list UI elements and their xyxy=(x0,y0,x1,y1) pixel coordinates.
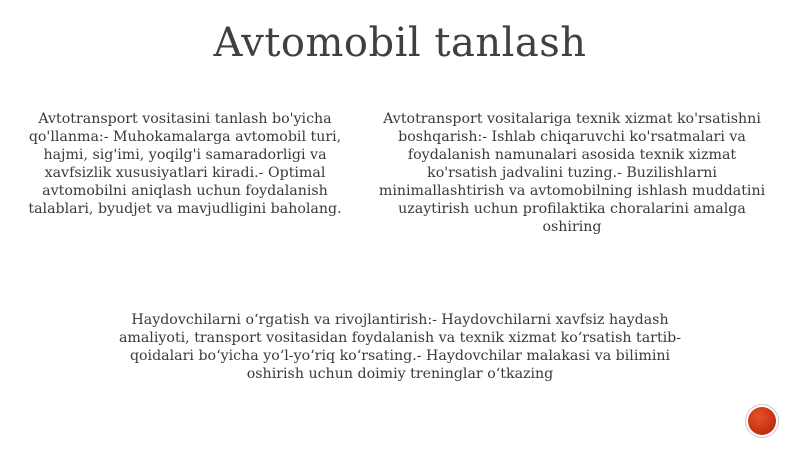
slide-nav-button[interactable] xyxy=(748,407,776,435)
vehicle-selection-text: Avtotransport vositasini tanlash bo'yicha qo'llanma:- Muhokamalarga avtomobil turi, hajmi, sig'imi, yoqilg'i samaradorligi va xavfsizlik xususiyatlari kiradi.- Optimal avtomobilni aniqlash uchun foydalanish talablari, byudjet va mavjudligini baholang. xyxy=(28,111,342,217)
slide-title: Avtomobil tanlash xyxy=(213,20,587,66)
maintenance-management-text: Avtotransport vositalariga texnik xizmat ko'rsatishni boshqarish:- Ishlab chiqaruvchi ko'rsatmalari va foydalanish namunalari asosida texnik xizmat ko'rsatish jadvalini tuzing.- Buzilishlarni minimallashtirish va avtomobilning ishlash muddatini uzaytirish uchun profilaktika choralarini amalga oshiring xyxy=(378,111,766,235)
driver-training-text: Haydovchilarni o‘rgatish va rivojlantirish:- Haydovchilarni xavfsiz haydash amaliyoti, transport vositasidan foydalanish va texnik xizmat ko‘rsatish tartib-qoidalari bo‘yicha yo‘l-yo‘riq ko‘rsating.- Haydovchilar malakasi va bilimini oshirish uchun doimiy treninglar o‘tkazing xyxy=(118,312,682,382)
